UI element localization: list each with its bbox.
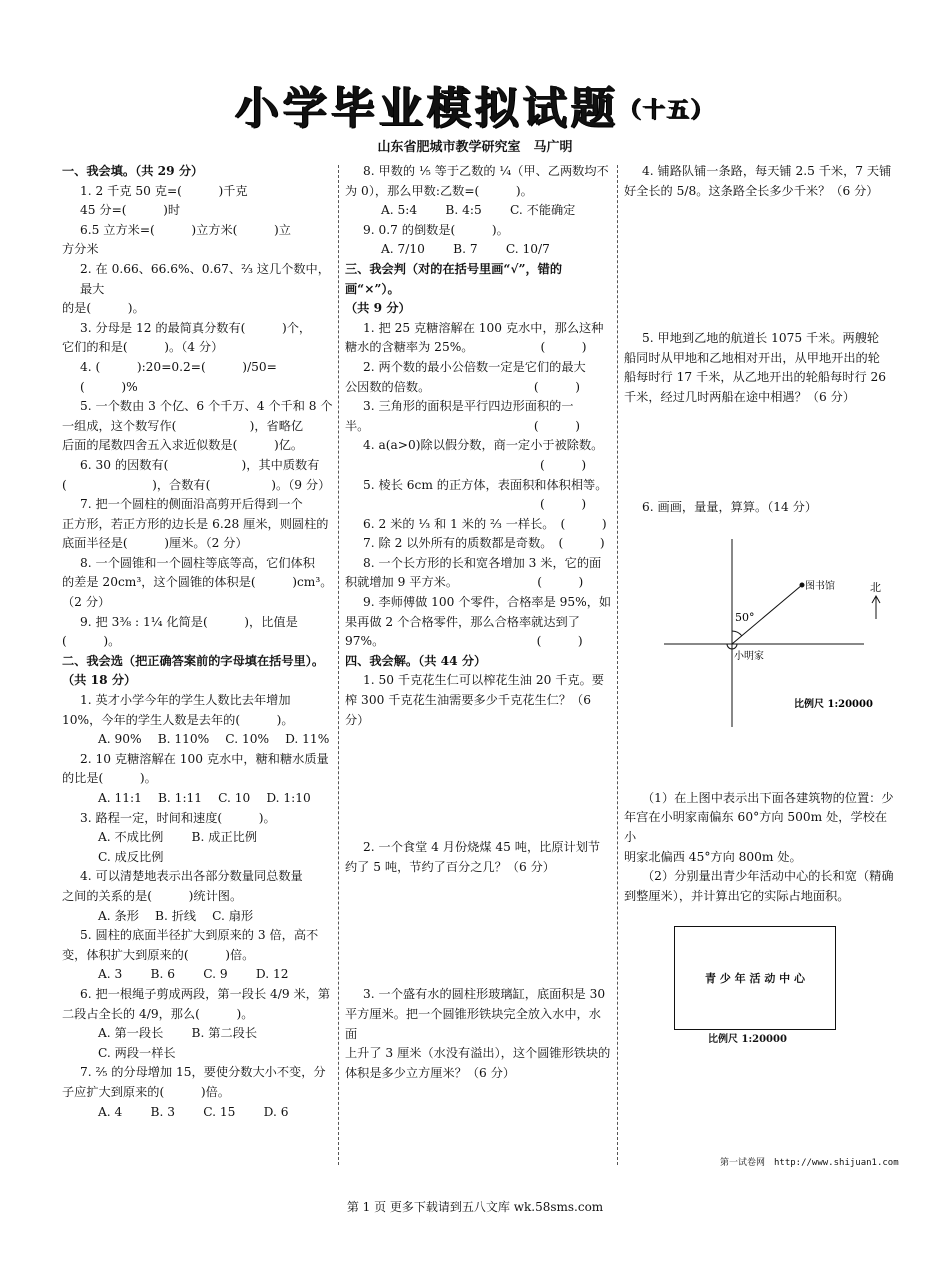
col1-line: 3. 分母是 12 的最简真分数有( )个， [80, 320, 312, 335]
page-footer: 第 1 页 更多下载请到五八文库 wk.58sms.com [346, 1200, 604, 1214]
col1-line: A. 条形 B. 折线 C. 扇形 [98, 908, 254, 923]
answer-space [345, 730, 613, 838]
col1-line: 一、我会填。（共 29 分） [62, 164, 204, 178]
col1-line: 3. 路程一定，时间和速度( )。 [80, 810, 276, 825]
col1-line: 2. 在 0.66、66.6%、0.67、⅔ 这几个数中，最大 [80, 261, 330, 296]
col1-line: 1. 英才小学今年的学生人数比去年增加 [80, 693, 291, 708]
map-library-label: 图书馆 [805, 581, 835, 593]
col2-line: 三、我会判（对的在括号里画“√”，错的画“×”）。 [345, 261, 563, 296]
q5-line4: 千米，经过几时两船在途中相遇？（6 分） [624, 389, 856, 404]
col1-line: A. 不成比例 B. 成正比例 [98, 830, 258, 845]
part2-line1: （2）分别量出青少年活动中心的长和宽（精确 [642, 869, 894, 884]
col1-line: （共 18 分） [62, 673, 137, 688]
col1-line: 它们的和是( )。（4 分） [62, 340, 224, 355]
col1-line: 7. ⅖ 的分母增加 15，要使分数大小不变，分 [80, 1065, 326, 1080]
col1-line: 4. 可以清楚地表示出各部分数量同总数量 [80, 869, 303, 884]
map-angle-label: 50° [735, 611, 755, 625]
col2-line: 6. 2 米的 ⅓ 和 1 米的 ⅔ 一样长。 ( ) [363, 516, 607, 531]
box-scale-label: 比例尺 1:20000 [708, 1034, 787, 1046]
col2-line: 3. 一个盛有水的圆柱形玻璃缸，底面积是 30 [363, 987, 606, 1002]
col1-line: 方分米 [62, 242, 99, 257]
col1-line: A. 4 B. 3 C. 15 D. 6 [98, 1104, 289, 1119]
q5-line1: 5. 甲地到乙地的航道长 1075 千米。两艘轮 [642, 331, 880, 346]
library-point [800, 583, 805, 588]
col1-line: 二段占全长的 4/9，那么( )。 [62, 1006, 254, 1021]
col1-line: 45 分=( )时 [80, 203, 181, 218]
col1-line: A. 90% B. 110% C. 10% D. 11% [98, 732, 330, 747]
col1-line: 的是( )。 [62, 301, 145, 316]
col2-line: 体积是多少立方厘米？（6 分） [345, 1065, 516, 1080]
col2-line: ( ) [345, 497, 587, 512]
col1-line: 变，体积扩大到原来的( )倍。 [62, 947, 255, 962]
part1-line2: 年宫在小明家南偏东 60°方向 500m 处，学校在小 [624, 810, 888, 844]
col2-line: 榨 300 千克花生油需要多少千克花生仁？（6 分） [345, 693, 591, 727]
author-line: 山东省肥城市教学研究室 马广明 [377, 140, 573, 155]
col1-line: A. 3 B. 6 C. 9 D. 12 [98, 967, 289, 982]
col2-line: 1. 把 25 克糖溶解在 100 克水中，那么这种 [363, 320, 604, 335]
youth-center-label: 青 少 年 活 动 中 心 [705, 971, 805, 985]
page-title [0, 72, 950, 136]
col1-line: 一组成，这个数写作( )，省略亿 [62, 418, 304, 433]
col1-line: 之间的关系的是( )统计图。 [62, 888, 243, 903]
col1-line: 后面的尾数四舍五入求近似数是( )亿。 [62, 438, 304, 453]
col1-line: 底面半径是( )厘米。（2 分） [62, 536, 248, 551]
col1-line: 二、我会选（把正确答案前的字母填在括号里）。 [62, 653, 325, 668]
column-3 [624, 162, 894, 1050]
part1-line1: （1）在上图中表示出下面各建筑物的位置：少 [642, 790, 894, 805]
col2-line: 9. 李师傅做 100 个零件，合格率是 95%，如 [363, 595, 612, 610]
answer-space [345, 877, 613, 985]
col1-line: （2 分） [62, 595, 111, 610]
col1-line: 正方形，若正方形的边长是 6.28 厘米，则圆柱的 [62, 516, 329, 531]
title-suffix: （十五） [618, 98, 715, 123]
map-scale-label: 比例尺 1:20000 [794, 699, 873, 711]
map-north-label: 北 [870, 581, 881, 595]
col2-line: 2. 两个数的最小公倍数一定是它们的最大 [363, 359, 586, 374]
direction-map [624, 517, 894, 732]
col2-line: A. 5:4 B. 4:5 C. 不能确定 [381, 203, 576, 218]
col2-line: 3. 三角形的面积是平行四边形面积的一 [363, 399, 574, 414]
col1-line: 1. 2 千克 50 克=( )千克 [80, 183, 248, 198]
col1-line: 5. 一个数由 3 个亿、6 个千万、4 个千和 8 个 [80, 399, 333, 414]
map-home-label: 小明家 [734, 651, 764, 663]
column-1 [62, 162, 334, 1122]
col1-line: 的差是 20cm³，这个圆锥的体积是( )cm³。 [62, 575, 333, 590]
part2-line2: 到整厘米），并计算出它的实际占地面积。 [624, 888, 850, 903]
col1-line: A. 11:1 B. 1:11 C. 10 D. 1:10 [98, 791, 311, 805]
q4-line1: 4. 铺路队铺一条路，每天铺 2.5 千米，7 天铺 [642, 164, 892, 178]
col2-line: 糖水的含糖率为 25%。 ( ) [345, 340, 587, 355]
col2-line: 四、我会解。（共 44 分） [345, 653, 487, 668]
col2-line: 4. a(a>0)除以假分数，商一定小于被除数。 [363, 438, 604, 453]
col1-line: 6. 把一根绳子剪成两段，第一段长 4/9 米，第 [80, 986, 331, 1001]
col1-line: A. 第一段长 B. 第二段长 [98, 1026, 258, 1041]
col1-line: 7. 把一个圆柱的侧面沿高剪开后得到一个 [80, 497, 303, 512]
col2-line: 5. 棱长 6cm 的正方体，表面积和体积相等。 [363, 477, 608, 492]
col2-line: 7. 除 2 以外所有的质数都是奇数。 ( ) [363, 536, 605, 551]
col1-line: ( )。 [62, 634, 121, 649]
column-divider-2 [617, 165, 618, 1165]
col2-line: 8. 甲数的 ⅕ 等于乙数的 ¼（甲、乙两数均不 [363, 164, 609, 178]
col2-line: 2. 一个食堂 4 月份烧煤 45 吨，比原计划节 [363, 840, 601, 855]
col1-line: 2. 10 克糖溶解在 100 克水中，糖和糖水质量 [80, 751, 329, 766]
col1-line: 6.5 立方米=( )立方米( )立 [80, 222, 291, 237]
col2-line: 积就增加 9 平方米。 ( ) [345, 575, 584, 590]
col1-line: 4. ( ):20=0.2=( )/50=( )% [80, 359, 277, 394]
col1-line: 10%，今年的学生人数是去年的( )。 [62, 712, 294, 727]
col2-line: 8. 一个长方形的长和宽各增加 3 米，它的面 [363, 555, 602, 570]
col2-line: 平方厘米。把一个圆锥形铁块完全放入水中，水面 [345, 1007, 601, 1041]
col2-line: 果再做 2 个合格零件，那么合格率就达到了 [345, 614, 580, 629]
q6-title: 6. 画画，量量，算算。（14 分） [642, 499, 818, 514]
part1-line3: 明家北偏西 45°方向 800m 处。 [624, 849, 802, 864]
column-divider-1 [338, 165, 339, 1165]
q4-line2: 好全长的 5/8。这条路全长多少千米？（6 分） [624, 183, 879, 198]
site-credit: 第一试卷网 http://www.shijuan1.com [720, 1158, 899, 1168]
col2-line: 约了 5 吨，节约了百分之几？（6 分） [345, 859, 555, 874]
col1-line: 8. 一个圆锥和一个圆柱等底等高，它们体积 [80, 555, 315, 570]
col2-line: 半。 ( ) [345, 418, 580, 433]
angle-arc [732, 631, 742, 636]
q5-line2: 船同时从甲地和乙地相对开出，从甲地开出的轮 [624, 350, 880, 365]
col2-line: 9. 0.7 的倒数是( )。 [363, 222, 509, 237]
col1-line: 子应扩大到原来的( )倍。 [62, 1084, 230, 1099]
col1-line: 6. 30 的因数有( )，其中质数有 [80, 457, 320, 472]
col2-line: 为 0），那么甲数:乙数=( )。 [345, 183, 533, 198]
col2-line: 上升了 3 厘米（水没有溢出），这个圆锥形铁块的 [345, 1046, 611, 1061]
title-main: 小学毕业模拟试题 [234, 83, 619, 134]
col1-line: C. 成反比例 [98, 849, 164, 864]
col1-line: ( )，合数有( )。（9 分） [62, 477, 331, 492]
col1-line: 的比是( )。 [62, 771, 157, 786]
youth-center-box [674, 926, 836, 1030]
col2-line: 公因数的倍数。 ( ) [345, 379, 580, 394]
col2-line: 97%。 ( ) [345, 634, 583, 649]
col1-line: C. 两段一样长 [98, 1045, 176, 1060]
col2-line: （共 9 分） [345, 301, 411, 316]
col2-line: 1. 50 千克花生仁可以榨花生油 20 千克。要 [363, 673, 604, 688]
column-2 [345, 162, 613, 1083]
col1-line: 5. 圆柱的底面半径扩大到原来的 3 倍，高不 [80, 928, 319, 943]
col1-line: 9. 把 3⅜ : 1¼ 化简是( )，比值是 [80, 614, 298, 629]
q5-line3: 船每时行 17 千米，从乙地开出的轮船每时行 26 [624, 370, 887, 385]
col2-line: ( ) [345, 457, 587, 472]
col2-line: A. 7/10 B. 7 C. 10/7 [381, 242, 550, 257]
